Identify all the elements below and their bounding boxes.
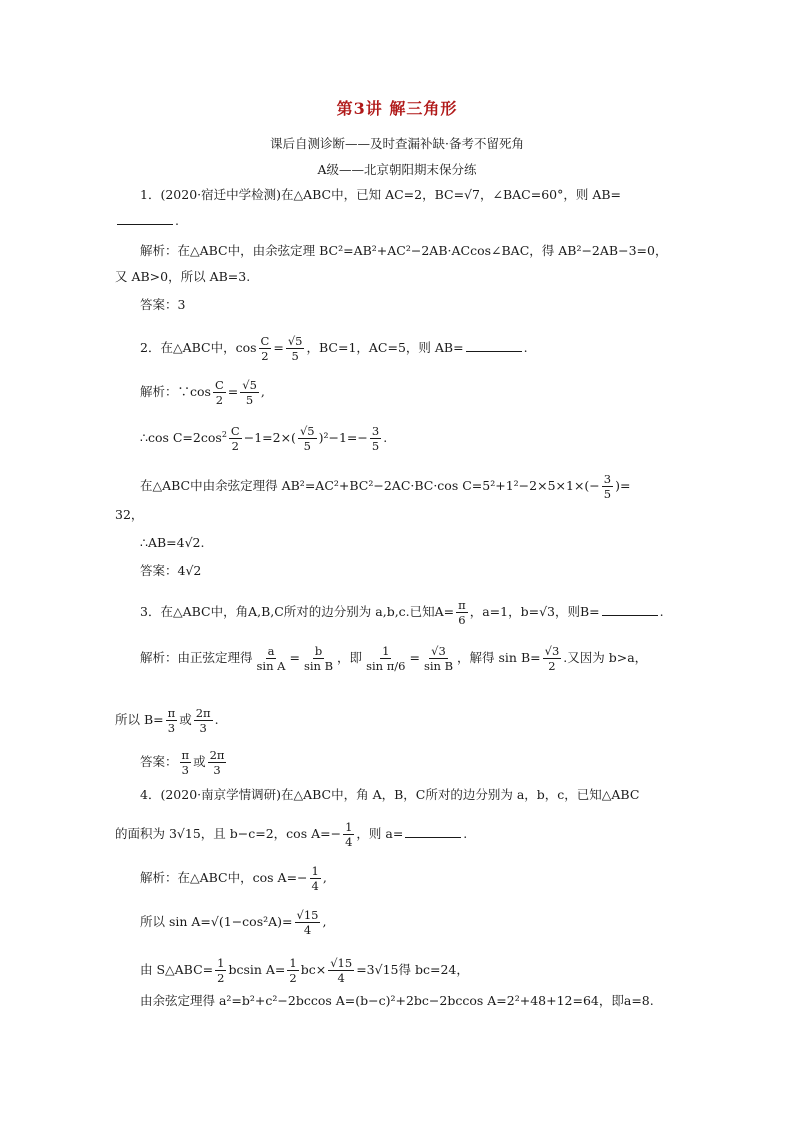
problem-2-analysis-3: 在△ABC中由余弦定理得 AB²=AC²+BC²−2AC·BC·cos C=5²+1²−2×5×1×(− $\frac{3}{5}$ )=	[140, 472, 631, 501]
problem-3-stem: 3．在△ABC中，角A,B,C所对的边分别为 a,b,c.已知A= $\frac{\pi}{6}$ ，a=1，b=√3，则B= .	[140, 598, 664, 627]
answer-blank	[405, 825, 461, 838]
fraction: $\frac{√15}{4}$	[296, 908, 319, 937]
problem-2-analysis-4: 32，	[115, 507, 144, 522]
problem-4-analysis-1: 解析：在△ABC中，cos A=− $\frac{1}{4}$ ,	[140, 864, 327, 893]
answer-blank	[117, 212, 173, 225]
fraction: $\frac{\pi}{3}$	[181, 748, 190, 777]
fraction: $\frac{√3}{\text{sin B}}$	[423, 644, 454, 673]
fraction: $\frac{2\pi}{3}$	[209, 748, 225, 777]
problem-1-analysis-1: 解析：在△ABC中，由余弦定理 BC²=AB²+AC²−2AB·ACcos∠BAC，得 AB²−2AB−3=0，	[140, 243, 668, 258]
fraction: $\frac{1}{4}$	[311, 864, 319, 893]
problem-1-analysis-2: 又 AB>0，所以 AB=3.	[115, 269, 251, 284]
problem-1-stem: 1．(2020·宿迁中学检测)在△ABC中，已知 AC=2，BC=√7，∠BAC=60°，则 AB=	[140, 187, 622, 202]
problem-1-blank: .	[115, 212, 179, 230]
fraction: $\frac{√3}{2}$	[544, 644, 560, 673]
fraction: $\frac{a}{\text{sin A}}$	[256, 644, 286, 673]
fraction: $\frac{1}{2}$	[217, 956, 225, 985]
problem-1-answer: 答案：3	[140, 297, 186, 312]
fraction: $\frac{√15}{4}$	[330, 956, 353, 985]
subtitle-review: 课后自测诊断——及时查漏补缺·备考不留死角	[270, 136, 524, 151]
problem-4-analysis-4: 由余弦定理得 a²=b²+c²−2bccos A=(b−c)²+2bc−2bccos A=2²+48+12=64，即a=8.	[140, 993, 654, 1008]
fraction: $\frac{√5}{5}$	[299, 424, 315, 453]
problem-3-analysis-2: 所以 B= $\frac{\pi}{3}$ 或 $\frac{2\pi}{3}$ .	[115, 706, 219, 735]
problem-2-analysis-2: ∴cos $C=2\cos^2$ $\frac{C}{2}$ −1=2×( $\frac{√5}{5}$ )²−1=− $\frac{3}{5}$ .	[140, 424, 388, 453]
fraction: $\frac{1}{4}$	[345, 820, 353, 849]
fraction: $\frac{1}{2}$	[289, 956, 297, 985]
fraction: $\frac{C}{2}$	[230, 424, 240, 453]
fraction: $\frac{3}{5}$	[603, 472, 612, 501]
fraction: $\frac{√5}{5}$	[287, 334, 303, 363]
problem-2-answer: 答案：4√2	[140, 563, 202, 578]
answer-blank	[466, 339, 522, 352]
subtitle-level: A级——北京朝阳期末保分练	[317, 162, 477, 177]
fraction: $\frac{1}{\text{sin π/6}}$	[366, 644, 406, 673]
fraction: $\frac{C}{2}$	[260, 334, 270, 363]
problem-4-analysis-3: 由 S△ABC= $\frac{1}{2}$ bcsin A= $\frac{1}{2}$ bc× $\frac{√15}{4}$ =3√15得 bc=24，	[140, 956, 469, 985]
fraction: $\frac{b}{\text{sin B}}$	[303, 644, 334, 673]
problem-3-answer: 答案： $\frac{\pi}{3}$ 或 $\frac{2\pi}{3}$	[140, 748, 225, 777]
page-title: 第3讲 解三角形	[336, 99, 458, 118]
problem-4-analysis-2: 所以 sin A=√(1−cos²A)= $\frac{√15}{4}$ ,	[140, 908, 327, 937]
problem-2-analysis-1: 解析：∵cos $\frac{C}{2}$ = $\frac{√5}{5}$ ,	[140, 378, 265, 407]
problem-4-stem-1: 4．(2020·南京学情调研)在△ABC中，角 A，B，C所对的边分别为 a，b，c，已知△ABC	[140, 787, 640, 802]
problem-2-analysis-5: ∴AB=4√2.	[140, 535, 205, 550]
answer-blank	[602, 603, 658, 616]
fraction: $\frac{2\pi}{3}$	[195, 706, 211, 735]
fraction: $\frac{\pi}{6}$	[458, 598, 466, 627]
problem-4-stem-2: 的面积为 3√15，且 b−c=2，cos A=− $\frac{1}{4}$ ，则 a= .	[115, 820, 468, 849]
fraction: $\frac{\pi}{3}$	[167, 706, 176, 735]
fraction: $\frac{3}{5}$	[371, 424, 380, 453]
problem-3-analysis-1: 解析：由正弦定理得 $\frac{a}{\text{sin A}}$ = $\frac{b}{\text{sin B}}$ ，即 $\frac{1}{\text{sin π/6}}$ = $\frac{√3}{\text{sin B}}$ ，解得 sin B= $\frac{√3}{2}$ .又因为 b>a，	[140, 644, 648, 673]
fraction: $\frac{C}{2}$	[214, 378, 224, 407]
fraction: $\frac{√5}{5}$	[242, 378, 257, 407]
problem-2-stem: 2．在△ABC中，cos $\frac{C}{2}$ = $\frac{√5}{5}$ ，BC=1，AC=5，则 AB= .	[140, 334, 528, 363]
